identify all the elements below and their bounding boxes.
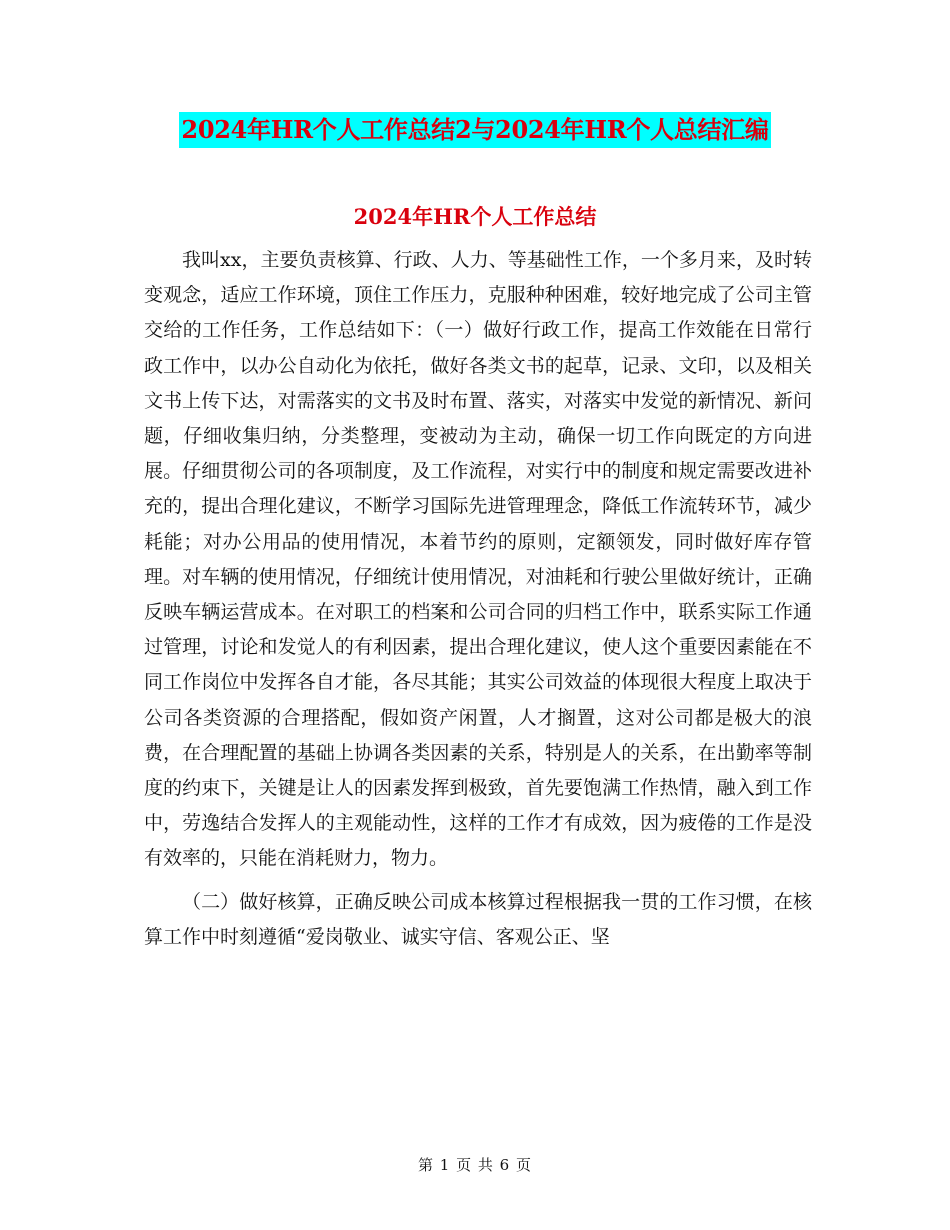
document-body (144, 243, 812, 955)
main-title-text: 2024年HR个人工作总结2与2024年HR个人总结汇编 (179, 112, 770, 148)
document-main-title (0, 112, 950, 148)
section-title: 2024年HR个人工作总结 (353, 204, 597, 229)
body-paragraph-2: （二）做好核算，正确反映公司成本核算过程根据我一贯的工作习惯，在核算工作中时刻遵循“爱岗敬业、诚实守信、客观公正、坚 (144, 890, 812, 948)
body-paragraph-1: 我叫xx，主要负责核算、行政、人力、等基础性工作，一个多月来，及时转变观念，适应工作环境，顶住工作压力，克服种种困难，较好地完成了公司主管交给的工作任务，工作总结如下：（一）做好行政工作，提高工作效能在日常行政工作中，以办公自动化为依托，做好各类文书的起草，记录、文印，以及相关文书上传下达，对需落实的文书及时布置、落实，对落实中发觉的新情况、新问题，仔细收集归纳，分类整理，变被动为主动，确保一切工作向既定的方向进展。仔细贯彻公司的各项制度，及工作流程，对实行中的制度和规定需要改进补充的，提出合理化建议，不断学习国际先进管理理念，降低工作流转环节，减少耗能；对办公用品的使用情况，本着节约的原则，定额领发，同时做好库存管理。对车辆的使用情况，仔细统计使用情况，对油耗和行驶公里做好统计，正确反映车辆运营成本。在对职工的档案和公司合同的归档工作中，联系实际工作通过管理，讨论和发觉人的有利因素，提出合理化建议，使人这个重要因素能在不同工作岗位中发挥各自才能，各尽其能；其实公司效益的体现很大程度上取决于公司各类资源的合理搭配，假如资产闲置，人才搁置，这对公司都是极大的浪费，在合理配置的基础上协调各类因素的关系，特别是人的关系，在出勤率等制度的约束下，关键是让人的因素发挥到极致，首先要饱满工作热情，融入到工作中，劳逸结合发挥人的主观能动性，这样的工作才有成效，因为疲倦的工作是没有效率的，只能在消耗财力，物力。 (144, 249, 812, 870)
page-footer: 第 1 页 共 6 页 (418, 1156, 532, 1174)
